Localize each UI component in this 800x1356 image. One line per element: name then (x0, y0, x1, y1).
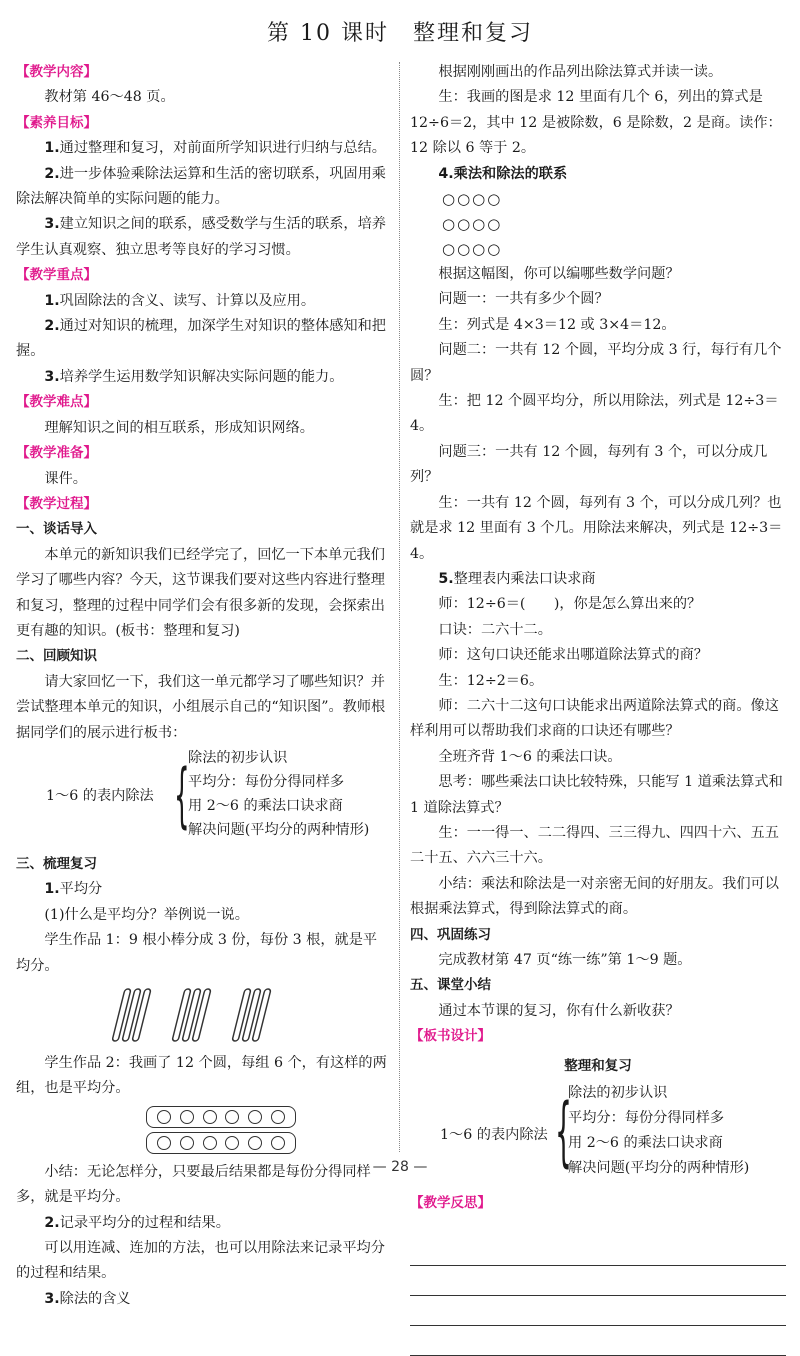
answer: 生：把 12 个圆平均分，所以用除法，列式是 12÷3＝4。 (410, 393, 779, 435)
section-5-text: 通过本节课的复习，你有什么新收获？ (438, 1002, 680, 1019)
section-4-text: 完成教材第 47 页“练一练”第 1～9 题。 (438, 952, 692, 968)
heading-board: 【板书设计】 (410, 1028, 491, 1045)
board-item: 除法的初步认识 (568, 1085, 668, 1102)
key-item: 3.培养学生运用数学知识解决实际问题的能力。 (44, 368, 344, 385)
subsection-title: 3.除法的含义 (44, 1290, 131, 1307)
brace-icon: { (174, 753, 190, 836)
question: 问题三：一共有 12 个圆，每列有 3 个，可以分成几列？ (410, 443, 768, 486)
page-title: 第 10 课时 整理和复习 (267, 21, 533, 46)
summary-item: 用 2～6 的乘法口诀求商 (188, 797, 343, 814)
heading-reflection: 【教学反思】 (410, 1195, 491, 1212)
content-text: 教材第 46～48 页。 (44, 89, 175, 106)
writing-line (410, 1266, 786, 1296)
writing-line (410, 1326, 786, 1356)
question-text: (1)什么是平均分？举例说一说。 (44, 906, 249, 923)
column-divider (399, 62, 400, 1152)
dialogue: 生：一一得一、二二得四、三三得九、四四十六、五五二十五、六六三十六。 (410, 824, 779, 867)
dialogue: 全班齐背 1～6 的乘法口诀。 (438, 748, 622, 765)
heading-goals: 【素养目标】 (16, 114, 97, 131)
knowledge-summary (46, 746, 388, 852)
dialogue: 生：12÷2＝6。 (438, 672, 544, 689)
board-item: 解决问题(平均分的两种情形) (568, 1160, 750, 1177)
key-item: 2.通过对知识的梳理，加深学生对知识的整体感知和把握。 (16, 318, 386, 360)
question: 问题一：一共有多少个圆？ (438, 291, 609, 308)
left-column (16, 60, 388, 1312)
heading-key: 【教学重点】 (16, 267, 97, 284)
summary-item: 平均分：每份分得同样多 (188, 773, 345, 790)
difficulty-text: 理解知识之间的相互联系，形成知识网络。 (44, 419, 314, 436)
dialogue: 小结：乘法和除法是一对亲密无间的好朋友。我们可以根据乘法算式，得到除法算式的商。 (410, 875, 779, 918)
dialogue: 思考：哪些乘法口诀比较特殊，只能写 1 道乘法算式和 1 道除法算式？ (410, 774, 783, 816)
section-1-title: 一、谈话导入 (16, 521, 97, 538)
page-number: — 28 — (372, 1159, 428, 1175)
summary-item: 除法的初步认识 (188, 749, 288, 766)
board-item: 平均分：每份分得同样多 (568, 1110, 725, 1127)
dialogue: 口诀：二六十二。 (438, 621, 552, 638)
goal-item: 1.通过整理和复习，对前面所学知识进行归纳与总结。 (44, 140, 386, 157)
dialogue: 师：12÷6＝( )，你是怎么算出来的？ (438, 596, 702, 613)
sticks-illustration (112, 985, 388, 1047)
key-item: 1.巩固除法的含义、读写、计算以及应用。 (44, 292, 316, 309)
board-item: 用 2～6 的乘法口诀求商 (568, 1135, 723, 1152)
heading-content: 【教学内容】 (16, 64, 97, 80)
brace-icon: { (555, 1086, 572, 1176)
heading-prep: 【教学准备】 (16, 445, 97, 462)
writing-line (410, 1296, 786, 1326)
paragraph: 生：我画的图是求 12 里面有几个 6，列出的算式是 12÷6＝2，其中 12 是被除数，6 是除数，2 是商。读作：12 除以 6 等于 2。 (410, 89, 782, 157)
question: 问题二：一共有 12 个圆，平均分成 3 行，每行有几个圆？ (410, 342, 782, 384)
circle-row: ○○○○ (442, 215, 503, 234)
goal-item: 2.进一步体验乘除法运算和生活的密切联系，巩固用乘除法解决简单的实际问题的能力。 (16, 165, 386, 208)
heading-difficulty: 【教学难点】 (16, 394, 97, 411)
answer: 生：列式是 4×3＝12 或 3×4＝12。 (438, 316, 676, 333)
section-4-title: 四、巩固练习 (410, 926, 491, 943)
section-2-text: 请大家回忆一下，我们这一单元都学习了哪些知识？并尝试整理本单元的知识，小组展示自己的“知识图”。教师根据同学们的展示进行板书： (16, 673, 386, 741)
goal-item: 3.建立知识之间的联系，感受数学与生活的联系，培养学生认真观察、独立思考等良好的学习习惯。 (16, 216, 386, 258)
circle-row: ○○○○ (442, 190, 503, 209)
record-text: 可以用连减、连加的方法，也可以用除法来记录平均分的过程和结果。 (16, 1240, 385, 1282)
dialogue: 师：二六十二这句口诀能求出两道除法算式的商。像这样利用可以帮助我们求商的口诀还有哪些？ (410, 697, 779, 740)
summary-text: 小结：无论怎样分，只要最后结果都是每份分得同样多，就是平均分。 (16, 1163, 371, 1206)
circles-illustration (146, 1106, 296, 1154)
section-1-text: 本单元的新知识我们已经学完了，回忆一下本单元我们学习了哪些内容？今天，这节课我们要对这些内容进行整理和复习，整理的过程中同学们会有很多新的发现，会探索出更有趣的知识。(板书：整理和复习) (16, 546, 385, 639)
circle-group (146, 1106, 296, 1128)
summary-label: 1～6 的表内除法 (46, 787, 154, 804)
circle-rows (410, 187, 786, 262)
prep-text: 课件。 (44, 470, 87, 487)
board-label: 1～6 的表内除法 (440, 1127, 548, 1144)
circle-row: ○○○○ (442, 240, 503, 259)
paragraph: 根据刚刚画出的作品列出除法算式并读一读。 (438, 64, 723, 80)
summary-item: 解决问题(平均分的两种情形) (188, 821, 370, 838)
section-3-title: 三、梳理复习 (16, 855, 97, 872)
writing-line (410, 1236, 786, 1266)
circle-group (146, 1132, 296, 1154)
subsection-title: 5.整理表内乘法口诀求商 (438, 570, 596, 587)
student-work-2: 学生作品 2：我画了 12 个圆，每组 6 个，有这样的两组，也是平均分。 (16, 1055, 387, 1097)
subsection-title: 4.乘法和除法的联系 (438, 165, 568, 182)
dialogue: 师：这句口诀还能求出哪道除法算式的商？ (438, 647, 708, 664)
student-work-1: 学生作品 1：9 根小棒分成 3 份，每份 3 根，就是平均分。 (16, 932, 378, 974)
section-2-title: 二、回顾知识 (16, 648, 97, 665)
subsection-title: 2.记录平均分的过程和结果。 (44, 1214, 230, 1231)
answer: 生：一共有 12 个圆，每列有 3 个，可以分成几列？也就是求 12 里面有 3 个几。用除法来解决，列式是 12÷3＝4。 (410, 494, 783, 562)
subsection-title: 1.平均分 (44, 881, 103, 898)
reflection-lines (410, 1236, 786, 1356)
board-title: 整理和复习 (564, 1057, 632, 1074)
section-5-title: 五、课堂小结 (410, 977, 491, 994)
heading-process: 【教学过程】 (16, 495, 97, 512)
paragraph: 根据这幅图，你可以编哪些数学问题？ (438, 266, 680, 283)
